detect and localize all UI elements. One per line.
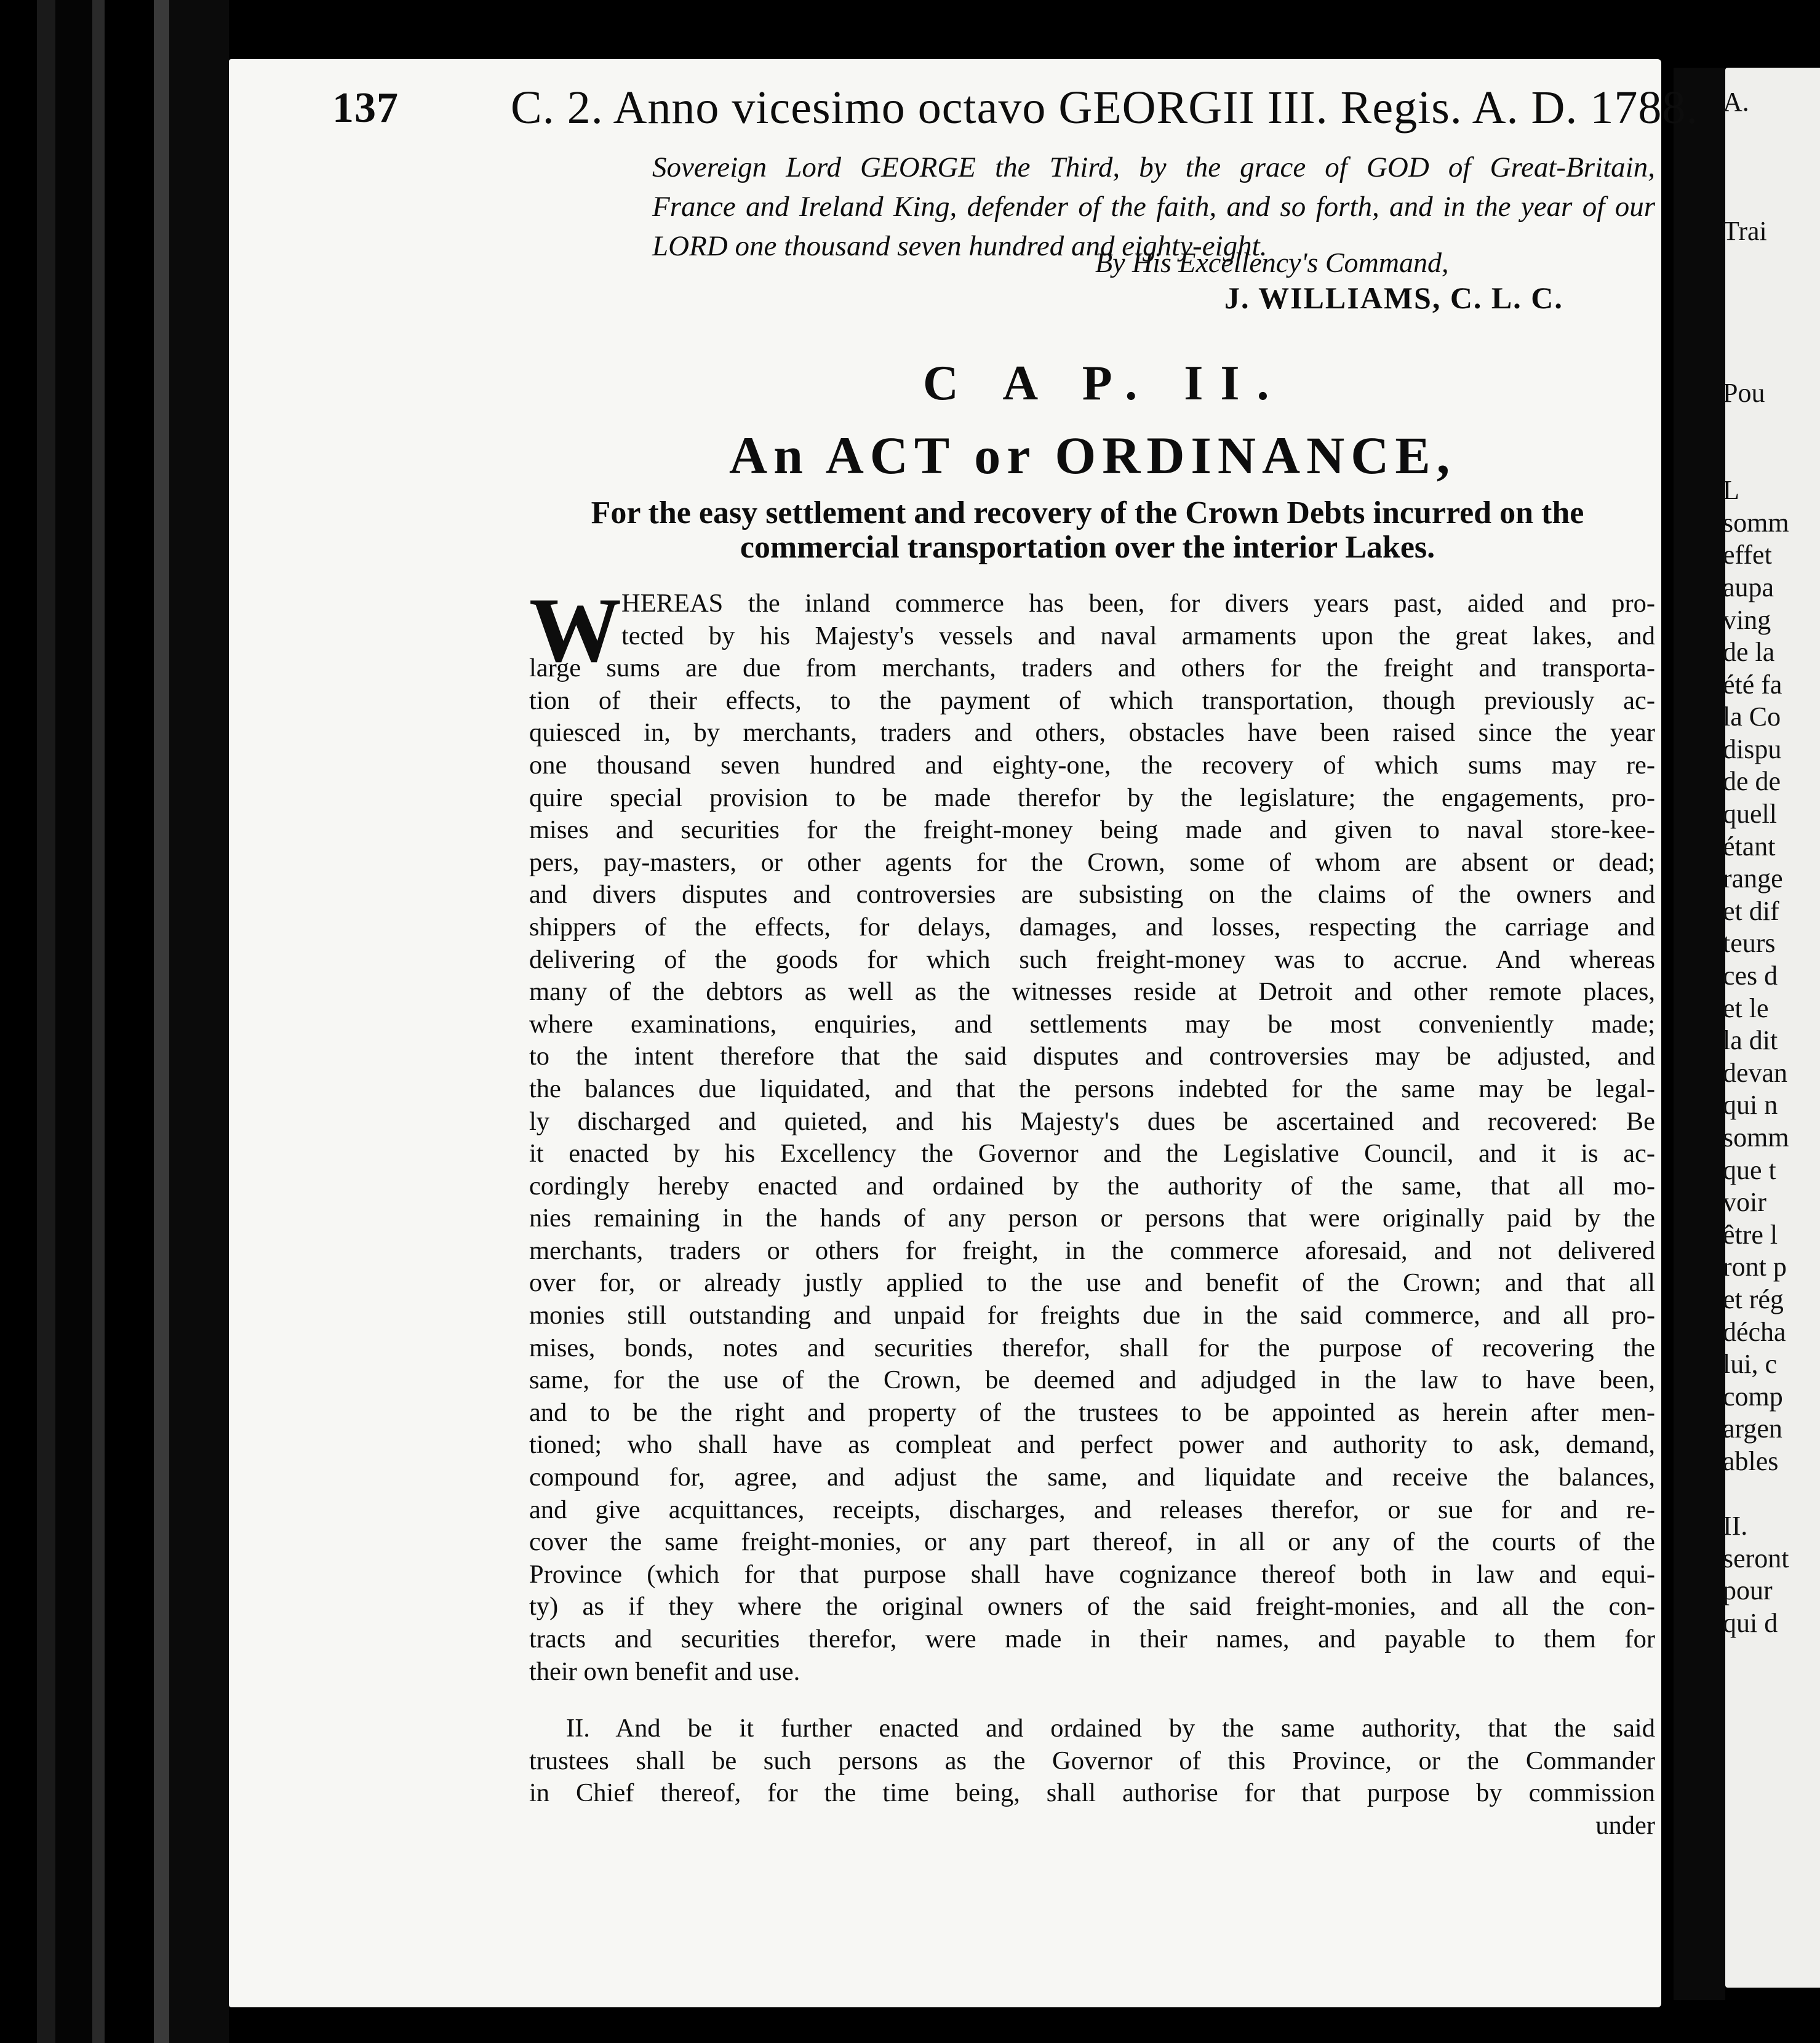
facing-line: et rég <box>1723 1284 1784 1314</box>
facing-line: dispu <box>1723 734 1782 764</box>
text-line: ly discharged and quieted, and his Majesty's dues be ascertained and recovered: Be <box>529 1106 1655 1136</box>
text-line: large sums are due from merchants, traders and others for the freight and transporta- <box>529 654 1655 683</box>
text-line: monies still outstanding and unpaid for freights due in the said commerce, and all pro- <box>529 1301 1655 1330</box>
facing-line <box>1723 281 1820 313</box>
text-line: HEREAS the inland commerce has been, for divers years past, aided and pro- <box>621 589 1655 618</box>
facing-line <box>1723 1478 1820 1511</box>
facing-line: et le <box>1723 993 1769 1023</box>
facing-line: quell <box>1723 799 1777 830</box>
facing-line: qui n <box>1723 1090 1778 1121</box>
facing-line: aupa <box>1723 572 1774 602</box>
facing-line: et dif <box>1723 895 1779 926</box>
text-line: nies remaining in the hands of any person or persons that were originally paid by the <box>529 1204 1655 1233</box>
text-line: tion of their effects, to the payment of which transportation, though previously ac- <box>529 686 1655 715</box>
text-line: in Chief thereof, for the time being, shall authorise for that purpose by commission <box>529 1778 1655 1808</box>
facing-line: somm <box>1723 507 1789 538</box>
intro-line: Sovereign Lord GEORGE the Third, by the grace of GOD of Great-Britain, <box>652 151 1655 183</box>
facing-line <box>1723 345 1820 378</box>
facing-line: pour <box>1723 1575 1773 1606</box>
text-line: II. And be it further enacted and ordained by the same authority, that the said <box>566 1714 1655 1743</box>
facing-line: somm <box>1723 1122 1789 1153</box>
text-line: and give acquittances, receipts, discharges, and releases therefor, or sue for and re- <box>529 1495 1655 1524</box>
intro-line: LORD one thousand seven hundred and eighty-eight. <box>652 230 1267 262</box>
text-line: tioned; who shall have as compleat and perfect power and authority to ask, demand, <box>529 1430 1655 1460</box>
facing-page-text <box>1723 86 1820 1640</box>
command-line: By His Excellency's Command, <box>1095 247 1449 278</box>
facing-line: A. <box>1723 87 1749 117</box>
facing-line <box>1723 442 1820 475</box>
facing-line: de la <box>1723 637 1775 668</box>
text-line: tracts and securities therefor, were made in their names, and payable to them for <box>529 1625 1655 1653</box>
running-head: C. 2. Anno vicesimo octavo GEORGII III. Regis. A. D. 1788. <box>511 82 1699 134</box>
book-gutter <box>0 0 229 2043</box>
facing-line: seront <box>1723 1543 1789 1573</box>
facing-line: comp <box>1723 1381 1783 1412</box>
text-line: same, for the use of the Crown, be deemed and adjudged in the law to have been, <box>529 1365 1655 1395</box>
facing-line: de de <box>1723 766 1781 797</box>
text-line: one thousand seven hundred and eighty-one, the recovery of which sums may re- <box>529 750 1655 780</box>
text-line: the balances due liquidated, and that the persons indebted for the same may be legal- <box>529 1074 1655 1103</box>
facing-line <box>1723 151 1820 183</box>
facing-line: ront p <box>1723 1252 1787 1282</box>
facing-line <box>1723 248 1820 281</box>
text-line: shippers of the effects, for delays, damages, and losses, respecting the carriage and <box>529 912 1655 942</box>
text-line: compound for, agree, and adjust the same, and liquidate and receive the balances, <box>529 1463 1655 1492</box>
text-line: cordingly hereby enacted and ordained by the authority of the same, that all mo- <box>529 1171 1655 1201</box>
text-line: their own benefit and use. <box>529 1657 800 1686</box>
facing-line <box>1723 313 1820 345</box>
page-header <box>332 73 1699 140</box>
text-line: Province (which for that purpose shall have cognizance thereof both in law and equi- <box>529 1559 1655 1589</box>
facing-line: la Co <box>1723 702 1781 732</box>
text-line: quiesced in, by merchants, traders and others, obstacles have been raised since the year <box>529 718 1655 748</box>
text-line: pers, pay-masters, or other agents for the Crown, some of whom are absent or dead; <box>529 847 1655 877</box>
facing-line: Trai <box>1723 216 1767 247</box>
facing-line: Pou <box>1723 378 1765 409</box>
facing-line <box>1723 119 1820 151</box>
section-1 <box>529 579 1655 1688</box>
facing-line: ving <box>1723 604 1771 635</box>
text-line: over for, or already justly applied to the use and benefit of the Crown; and that all <box>529 1268 1655 1298</box>
subtitle-line: For the easy settlement and recovery of the Crown Debts incurred on the <box>591 495 1584 530</box>
facing-line: être l <box>1723 1219 1778 1250</box>
facing-line: lui, c <box>1723 1349 1777 1380</box>
text-line: it enacted by his Excellency the Governor and the Legislative Council, and it is ac- <box>529 1139 1655 1169</box>
subtitle-line: commercial transportation over the interior Lakes. <box>740 530 1435 565</box>
drop-cap: W <box>529 579 621 681</box>
facing-line: que t <box>1723 1154 1776 1185</box>
text-line: and divers disputes and controversies are subsisting on the claims of the owners and <box>529 880 1655 910</box>
facing-line <box>1723 183 1820 216</box>
facing-line: II. <box>1723 1511 1748 1541</box>
text-line: trustees shall be such persons as the Governor of this Province, or the Commander <box>529 1746 1655 1775</box>
facing-line: la dit <box>1723 1025 1778 1056</box>
facing-line: qui d <box>1723 1607 1778 1638</box>
page-fold-shadow <box>1674 68 1725 2000</box>
chapter-heading: C A P. II. <box>923 356 1287 410</box>
facing-line: argen <box>1723 1413 1782 1444</box>
section-2 <box>529 1713 1655 1810</box>
text-line: delivering of the goods for which such freight-money was to accrue. And whereas <box>529 945 1655 974</box>
facing-line: été fa <box>1723 669 1782 700</box>
intro-line: France and Ireland King, defender of the faith, and so forth, and in the year of our <box>652 191 1655 223</box>
facing-line: devan <box>1723 1057 1788 1088</box>
text-line: where examinations, enquiries, and settlements may be most conveniently made; <box>529 1009 1655 1039</box>
text-line: to the intent therefore that the said disputes and controversies may be adjusted, and <box>529 1042 1655 1071</box>
facing-line: ces d <box>1723 961 1778 991</box>
text-line: cover the same freight-monies, or any part thereof, in all or any of the courts of the <box>529 1527 1655 1557</box>
facing-line: ables <box>1723 1445 1779 1476</box>
text-line: mises and securities for the freight-money being made and given to naval store-kee- <box>529 815 1655 845</box>
facing-line: décha <box>1723 1316 1786 1347</box>
facing-line: teurs <box>1723 928 1776 959</box>
act-title: An ACT or ORDINANCE, <box>729 426 1456 485</box>
signature: J. WILLIAMS, C. L. C. <box>1224 281 1563 315</box>
facing-line: L <box>1723 475 1739 506</box>
catchword: under <box>1595 1810 1655 1840</box>
text-line: mises, bonds, notes and securities therefor, shall for the purpose of recovering the <box>529 1333 1655 1362</box>
facing-line: range <box>1723 863 1783 894</box>
text-line: many of the debtors as well as the witnesses reside at Detroit and other remote places, <box>529 977 1655 1007</box>
page-number: 137 <box>332 84 399 132</box>
act-body <box>529 579 1655 1842</box>
text-line: and to be the right and property of the trustees to be appointed as herein after men- <box>529 1397 1655 1427</box>
text-line: merchants, traders or others for freight, in the commerce aforesaid, and not delivered <box>529 1236 1655 1265</box>
facing-line: étant <box>1723 831 1776 862</box>
facing-line: voir <box>1723 1187 1766 1218</box>
text-line: quire special provision to be made therefor by the legislature; the engagements, pro- <box>529 783 1655 812</box>
act-subtitle <box>520 496 1655 565</box>
facing-line <box>1723 410 1820 442</box>
text-line: ty) as if they where the original owners of the said freight-monies, and all the con- <box>529 1592 1655 1621</box>
text-line: tected by his Majesty's vessels and naval armaments upon the great lakes, and <box>621 621 1655 650</box>
facing-line: effet <box>1723 540 1772 570</box>
